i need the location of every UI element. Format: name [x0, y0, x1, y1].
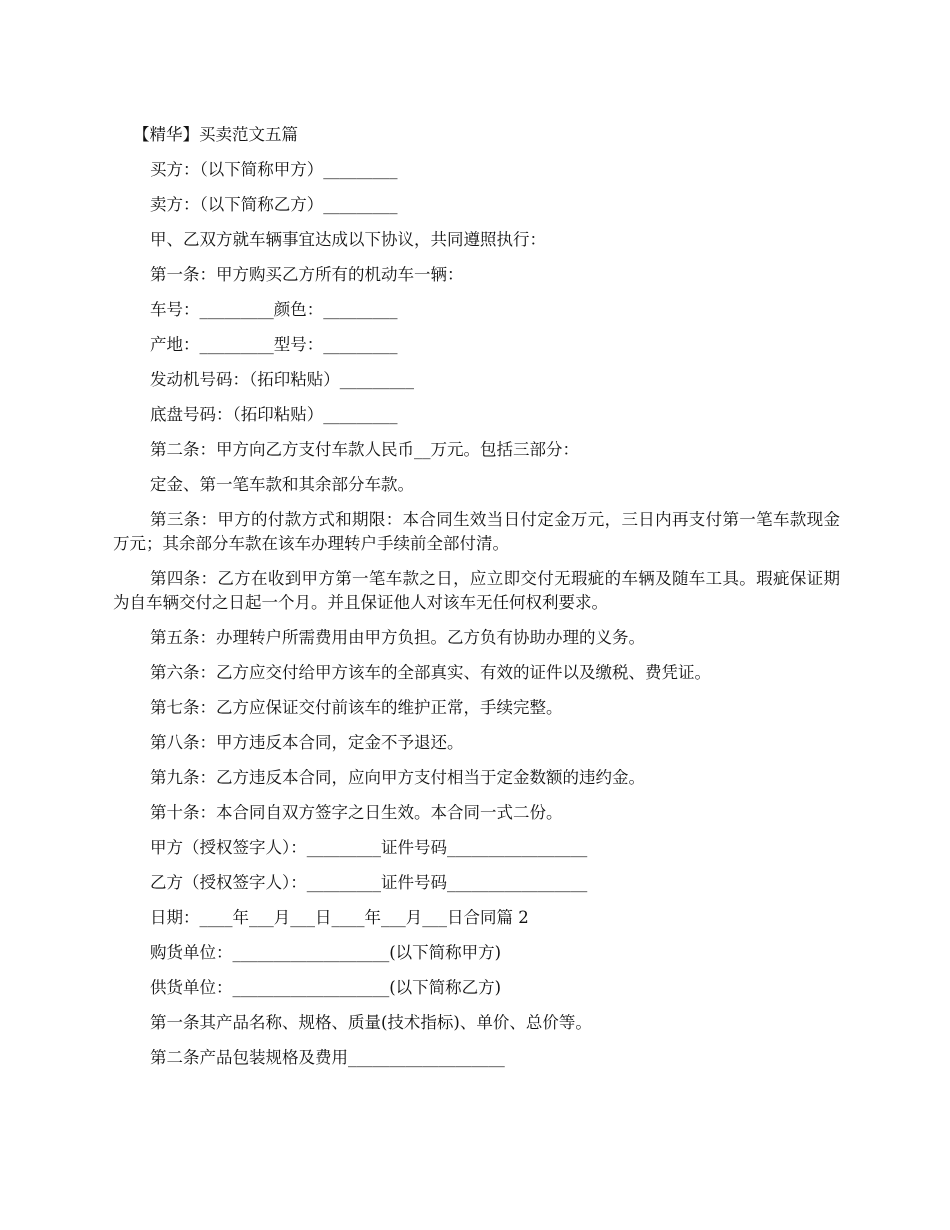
- paragraph-article-10: 第十条：本合同自双方签字之日生效。本合同一式二份。: [150, 803, 563, 822]
- paragraph-payment-parts: 定金、第一笔车款和其余部分车款。: [150, 475, 414, 494]
- paragraph-article-9: 第九条：乙方违反本合同，应向甲方支付相当于定金数额的违约金。: [150, 768, 645, 787]
- paragraph-supplier-unit: 供货单位：___________________(以下简称乙方): [150, 978, 502, 997]
- paragraph-article-4: 第四条：乙方在收到甲方第一笔车款之日，应立即交付无瑕疵的车辆及随车工具。瑕疵保证期为自车辆交付之日起一个月。并且保证他人对该车无任何权利要求。: [113, 569, 840, 612]
- paragraph-origin-model: 产地：_________型号：_________: [150, 335, 398, 354]
- paragraph-article-8: 第八条：甲方违反本合同，定金不予退还。: [150, 733, 464, 752]
- paragraph-product-clause: 第一条其产品名称、规格、质量(技术指标)、单价、总价等。: [150, 1013, 592, 1032]
- paragraph-article-1: 第一条：甲方购买乙方所有的机动车一辆：: [150, 265, 464, 284]
- paragraph-date-line: 日期：____年___月___日____年___月___日合同篇 2: [150, 908, 529, 927]
- paragraph-article-7: 第七条：乙方应保证交付前该车的维护正常，手续完整。: [150, 698, 563, 717]
- paragraph-engine-number: 发动机号码：（拓印粘贴）_________: [150, 370, 414, 389]
- paragraph-chassis-number: 底盘号码：（拓印粘贴）_________: [150, 405, 398, 424]
- paragraph-purchaser-unit: 购货单位：___________________(以下简称甲方): [150, 943, 502, 962]
- document-body: [113, 123, 840, 1081]
- paragraph-article-2: 第二条：甲方向乙方支付车款人民币__万元。包括三部分：: [150, 440, 579, 459]
- paragraph-buyer: 买方：（以下简称甲方）_________: [150, 160, 398, 179]
- paragraph-article-6: 第六条：乙方应交付给甲方该车的全部真实、有效的证件以及缴税、费凭证。: [150, 663, 711, 682]
- paragraph-party-a-signature: 甲方（授权签字人）：_________证件号码_________________: [150, 838, 588, 857]
- paragraph-plate-color: 车号：_________颜色：_________: [150, 300, 398, 319]
- paragraph-agreement-intro: 甲、乙双方就车辆事宜达成以下协议，共同遵照执行：: [150, 230, 546, 249]
- paragraph-seller: 卖方：（以下简称乙方）_________: [150, 195, 398, 214]
- paragraph-article-5: 第五条：办理转户所需费用由甲方负担。乙方负有协助办理的义务。: [150, 628, 645, 647]
- paragraph-packaging-clause: 第二条产品包装规格及费用___________________: [150, 1048, 505, 1067]
- paragraph-party-b-signature: 乙方（授权签字人）：_________证件号码_________________: [150, 873, 588, 892]
- paragraph-article-3: 第三条：甲方的付款方式和期限：本合同生效当日付定金万元，三日内再支付第一笔车款现金万元；其余部分车款在该车办理转户手续前全部付清。: [113, 510, 840, 553]
- document-title: 【精华】买卖范文五篇: [133, 125, 298, 144]
